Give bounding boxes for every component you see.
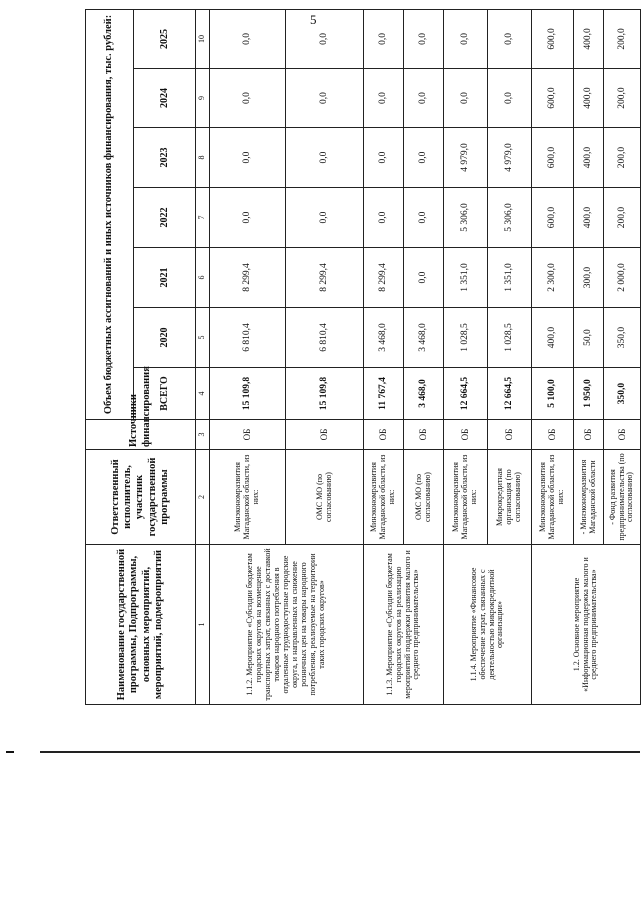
page-number: 5 xyxy=(310,12,317,27)
value-cell: 0,0 xyxy=(364,188,404,248)
column-number: 10 xyxy=(196,9,210,68)
value-cell: 0,0 xyxy=(210,9,286,68)
value-cell: 200,0 xyxy=(604,69,641,128)
value-cell: 5 306,0 xyxy=(488,188,532,248)
value-cell: 0,0 xyxy=(488,69,532,128)
value-cell: 1 351,0 xyxy=(444,248,488,308)
executor-cell: Микрокредитная организация (по согласованию) xyxy=(488,450,532,545)
header-year: 2025 xyxy=(134,9,196,68)
column-number: 2 xyxy=(196,450,210,545)
value-cell: 200,0 xyxy=(604,9,641,68)
source-cell: ОБ xyxy=(574,420,604,450)
page-edge-mark xyxy=(6,751,14,753)
value-cell: 400,0 xyxy=(574,128,604,188)
column-number: 3 xyxy=(196,420,210,450)
total-cell: 3 468,0 xyxy=(404,368,444,420)
source-cell: ОБ xyxy=(286,420,364,450)
source-cell: ОБ xyxy=(488,420,532,450)
value-cell: 1 351,0 xyxy=(488,248,532,308)
source-cell: ОБ xyxy=(604,420,641,450)
header-year: 2021 xyxy=(134,248,196,308)
value-cell: 300,0 xyxy=(574,248,604,308)
executor-cell: - Минэкономразвития Магаданской области xyxy=(574,450,604,545)
value-cell: 3 468,0 xyxy=(364,308,404,368)
value-cell: 0,0 xyxy=(210,128,286,188)
measure-name: 1.1.2. Мероприятие «Субсидии бюджетам городских округов на возмещение транспортных затрат, связанных с доставкой товаров народного потребления в отдаленные труднодоступные городские округа, и направленных на снижение розничных цен на товары народного потребления, реализуемые на территории таких городских округов» xyxy=(210,545,364,705)
value-cell: 0,0 xyxy=(404,9,444,68)
value-cell: 0,0 xyxy=(404,248,444,308)
measure-name: 1.1.3. Мероприятие «Субсидии бюджетам городских округов на реализацию мероприятий поддержки развития малого и среднего предпринимательства» xyxy=(364,545,444,705)
header-year: 2022 xyxy=(134,188,196,248)
source-cell: ОБ xyxy=(444,420,488,450)
source-cell: ОБ xyxy=(404,420,444,450)
header-name: Наименование государственной программы, Подпрограммы, основных мероприятий, мероприятий, подмероприятий xyxy=(86,545,196,705)
page-divider-line xyxy=(40,751,640,753)
column-number: 9 xyxy=(196,69,210,128)
value-cell: 400,0 xyxy=(532,308,574,368)
header-executor: Ответственный исполнитель, участник государственной программы xyxy=(86,450,196,545)
column-number: 6 xyxy=(196,248,210,308)
table-row xyxy=(532,9,574,704)
executor-cell: Минэкономразвития Магаданской области, из них: xyxy=(532,450,574,545)
column-number: 1 xyxy=(196,545,210,705)
column-number: 8 xyxy=(196,128,210,188)
value-cell: 8 299,4 xyxy=(286,248,364,308)
value-cell: 2 300,0 xyxy=(532,248,574,308)
table-row xyxy=(210,9,286,704)
value-cell: 3 468,0 xyxy=(404,308,444,368)
executor-cell: Минэкономразвития Магаданской области, из них: xyxy=(444,450,488,545)
value-cell: 1 028,5 xyxy=(444,308,488,368)
value-cell: 0,0 xyxy=(286,9,364,68)
value-cell: 600,0 xyxy=(532,128,574,188)
column-number: 5 xyxy=(196,308,210,368)
value-cell: 0,0 xyxy=(286,188,364,248)
value-cell: 0,0 xyxy=(364,128,404,188)
source-cell: ОБ xyxy=(532,420,574,450)
header-total: ВСЕГО xyxy=(134,368,196,420)
executor-cell: ОМС МО (по согласованию) xyxy=(404,450,444,545)
value-cell: 400,0 xyxy=(574,9,604,68)
value-cell: 0,0 xyxy=(404,128,444,188)
table-row xyxy=(364,9,404,704)
value-cell: 0,0 xyxy=(286,128,364,188)
value-cell: 400,0 xyxy=(574,188,604,248)
value-cell: 6 810,4 xyxy=(210,308,286,368)
value-cell: 0,0 xyxy=(404,69,444,128)
value-cell: 0,0 xyxy=(210,69,286,128)
total-cell: 12 664,5 xyxy=(488,368,532,420)
value-cell: 600,0 xyxy=(532,188,574,248)
value-cell: 1 028,5 xyxy=(488,308,532,368)
executor-cell: ОМС МО (по согласованию) xyxy=(286,450,364,545)
total-cell: 11 767,4 xyxy=(364,368,404,420)
value-cell: 4 979,0 xyxy=(488,128,532,188)
total-cell: 1 950,0 xyxy=(574,368,604,420)
value-cell: 0,0 xyxy=(286,69,364,128)
total-cell: 5 100,0 xyxy=(532,368,574,420)
total-cell: 12 664,5 xyxy=(444,368,488,420)
value-cell: 8 299,4 xyxy=(210,248,286,308)
value-cell: 4 979,0 xyxy=(444,128,488,188)
value-cell: 5 306,0 xyxy=(444,188,488,248)
total-cell: 15 109,8 xyxy=(286,368,364,420)
value-cell: 200,0 xyxy=(604,188,641,248)
header-year: 2024 xyxy=(134,69,196,128)
value-cell: 350,0 xyxy=(604,308,641,368)
header-volume: Объем бюджетных ассигнований и иных источников финансирования, тыс. рублей: xyxy=(86,9,134,419)
source-cell: ОБ xyxy=(210,420,286,450)
column-number: 4 xyxy=(196,368,210,420)
rotated-table-container xyxy=(85,10,635,705)
value-cell: 400,0 xyxy=(574,69,604,128)
source-cell: ОБ xyxy=(364,420,404,450)
value-cell: 600,0 xyxy=(532,69,574,128)
value-cell: 0,0 xyxy=(364,69,404,128)
header-source: Источники финансирования xyxy=(86,420,196,450)
value-cell: 0,0 xyxy=(364,9,404,68)
executor-cell: Минэкономразвития Магаданской области, из них: xyxy=(210,450,286,545)
value-cell: 2 000,0 xyxy=(604,248,641,308)
value-cell: 0,0 xyxy=(488,9,532,68)
header-year: 2020 xyxy=(134,308,196,368)
value-cell: 50,0 xyxy=(574,308,604,368)
measure-name: 1.1.4. Мероприятие «Финансовое обеспечение затрат, связанных с деятельностью микрокредитной организации» xyxy=(444,545,532,705)
value-cell: 0,0 xyxy=(210,188,286,248)
executor-cell: - Фонд развития предпринимательства (по согласованию) xyxy=(604,450,641,545)
value-cell: 0,0 xyxy=(404,188,444,248)
total-cell: 15 109,8 xyxy=(210,368,286,420)
value-cell: 600,0 xyxy=(532,9,574,68)
table-row xyxy=(444,9,488,704)
measure-name: 1.2. Основное мероприятие «Информационная поддержка малого и среднего предпринимательства» xyxy=(532,545,641,705)
value-cell: 6 810,4 xyxy=(286,308,364,368)
header-year: 2023 xyxy=(134,128,196,188)
total-cell: 350,0 xyxy=(604,368,641,420)
value-cell: 200,0 xyxy=(604,128,641,188)
column-number: 7 xyxy=(196,188,210,248)
value-cell: 8 299,4 xyxy=(364,248,404,308)
value-cell: 0,0 xyxy=(444,69,488,128)
financing-table xyxy=(85,9,641,705)
executor-cell: Минэкономразвития Магаданской области, из них: xyxy=(364,450,404,545)
value-cell: 0,0 xyxy=(444,9,488,68)
